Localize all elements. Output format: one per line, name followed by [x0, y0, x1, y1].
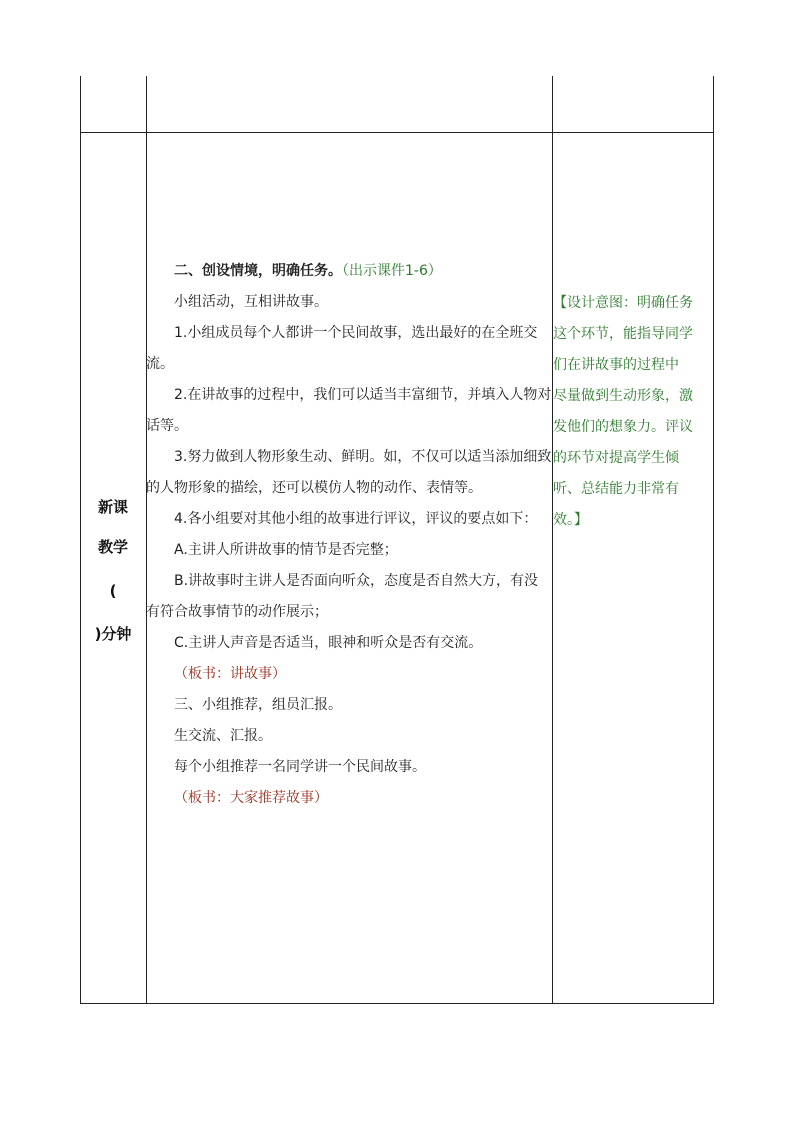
table-row-divider	[80, 132, 714, 133]
criteria-c: C.主讲人声音是否适当，眼神和听众是否有交流。	[174, 635, 483, 651]
design-intent-line: 效。】	[553, 512, 588, 528]
recommend-line: 每个小组推荐一名同学讲一个民间故事。	[174, 759, 426, 775]
lesson-content	[146, 256, 552, 814]
lesson-table	[80, 76, 714, 1004]
design-intent	[553, 288, 714, 536]
task-item-2: 2.在讲故事的过程中，我们可以适当丰富细节，并填入人物对话等。	[146, 387, 552, 434]
row-label-line4: )分钟	[94, 625, 132, 643]
task-item-3: 3.努力做到人物形象生动、鲜明。如，不仅可以适当添加细致的人物形象的描绘，还可以模仿人物的动作、表情等。	[146, 449, 552, 496]
design-intent-line: 【设计意图：明确任务	[553, 295, 693, 311]
row-label-line3: (	[109, 582, 117, 600]
task-item-1: 1.小组成员每个人都讲一个民间故事，选出最好的在全班交流。	[146, 325, 538, 372]
board-note-2: （板书：大家推荐故事）	[174, 790, 328, 806]
criteria-b: B.讲故事时主讲人是否面向听众，态度是否自然大方，有没有符合故事情节的动作展示；	[146, 573, 539, 620]
design-intent-line: 的环节对提高学生倾	[553, 450, 679, 466]
criteria-a: A.主讲人所讲故事的情节是否完整；	[174, 542, 398, 558]
activity-line: 小组活动，互相讲故事。	[174, 294, 328, 310]
row-label-line2: 教学	[97, 538, 128, 556]
design-intent-line: 们在讲故事的过程中	[553, 357, 679, 373]
section-2-title: 二、创设情境，明确任务。	[174, 263, 342, 279]
design-intent-line: 尽量做到生动形象，激	[553, 388, 693, 404]
table-border-bottom	[80, 1003, 714, 1004]
row-label-line1: 新课	[97, 498, 128, 516]
table-border-col2	[552, 76, 553, 1004]
section-heading-3: 三、小组推荐，组员汇报。	[174, 697, 342, 713]
design-intent-line: 这个环节，能指导同学	[553, 326, 693, 342]
exchange-line: 生交流、汇报。	[174, 728, 272, 744]
table-border-right	[713, 76, 714, 1004]
design-intent-line: 听、总结能力非常有	[553, 481, 679, 497]
design-intent-line: 发他们的想象力。评议	[553, 419, 693, 435]
section-heading-2	[146, 256, 552, 287]
courseware-note: （出示课件1-6）	[342, 263, 442, 279]
board-note-1: （板书：讲故事）	[174, 666, 286, 682]
task-item-4: 4.各小组要对其他小组的故事进行评议，评议的要点如下：	[174, 511, 538, 527]
